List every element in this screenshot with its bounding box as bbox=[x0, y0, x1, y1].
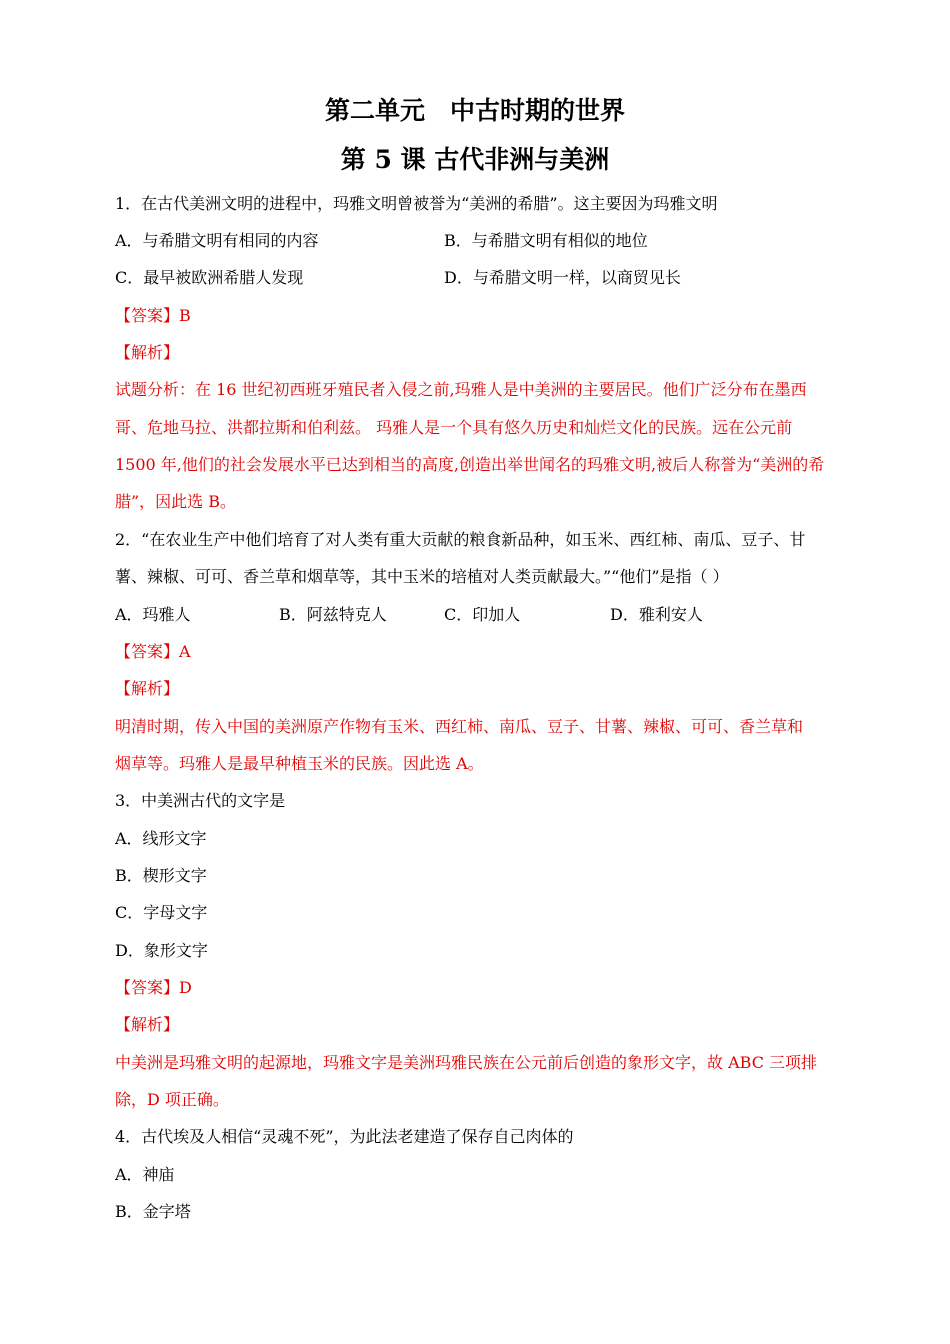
option-c: C．最早被欧洲希腊人发现 bbox=[115, 268, 304, 287]
analysis-label: 【解析】 bbox=[115, 1015, 180, 1034]
question-stem: 2．“在农业生产中他们培育了对人类有重大贡献的粮食新品种，如玉米、西红柿、南瓜、豆子、甘 bbox=[115, 530, 806, 549]
answer-label: 【答案】A bbox=[115, 642, 191, 661]
question-stem: 1．在古代美洲文明的进程中，玛雅文明曾被誉为“美洲的希腊”。这主要因为玛雅文明 bbox=[115, 194, 718, 213]
option-a: A．线形文字 bbox=[115, 829, 207, 848]
option-d: D．雅利安人 bbox=[610, 605, 703, 624]
option-d: D．与希腊文明一样，以商贸见长 bbox=[444, 268, 681, 287]
question-stem: 4．古代埃及人相信“灵魂不死”，为此法老建造了保存自己肉体的 bbox=[115, 1127, 574, 1146]
option-b: B．与希腊文明有相似的地位 bbox=[444, 231, 648, 250]
answer-label: 【答案】D bbox=[115, 978, 192, 997]
option-c: C．字母文字 bbox=[115, 903, 208, 922]
option-b: B．阿兹特克人 bbox=[279, 605, 387, 624]
option-a: A．玛雅人 bbox=[115, 605, 191, 624]
question-stem: 薯、辣椒、可可、香兰草和烟草等，其中玉米的培植对人类贡献最大。”“他们”是指（ ） bbox=[115, 567, 729, 586]
analysis-label: 【解析】 bbox=[115, 679, 180, 698]
lesson-title: 第 5 课 古代非洲与美洲 bbox=[340, 145, 610, 174]
analysis-line: 哥、危地马拉、洪都拉斯和伯利兹。 玛雅人是一个具有悠久历史和灿烂文化的民族。远在公元前 bbox=[115, 418, 793, 437]
analysis-line: 明清时期，传入中国的美洲原产作物有玉米、西红柿、南瓜、豆子、甘薯、辣椒、可可、香兰草和 bbox=[115, 717, 804, 736]
option-d: D．象形文字 bbox=[115, 941, 208, 960]
option-b: B．金字塔 bbox=[115, 1202, 191, 1221]
analysis-line: 试题分析：在 16 世纪初西班牙殖民者入侵之前,玛雅人是中美洲的主要居民。他们广泛分布在墨西 bbox=[115, 380, 807, 399]
analysis-line: 1500 年,他们的社会发展水平已达到相当的高度,创造出举世闻名的玛雅文明,被后人称誉为“美洲的希 bbox=[115, 455, 825, 474]
analysis-line: 腊”，因此选 B。 bbox=[115, 492, 237, 511]
answer-label: 【答案】B bbox=[115, 306, 191, 325]
option-a: A．与希腊文明有相同的内容 bbox=[115, 231, 319, 250]
analysis-line: 除，D 项正确。 bbox=[115, 1090, 229, 1109]
option-a: A．神庙 bbox=[115, 1165, 175, 1184]
option-c: C．印加人 bbox=[444, 605, 521, 624]
question-stem: 3．中美洲古代的文字是 bbox=[115, 791, 286, 810]
analysis-line: 中美洲是玛雅文明的起源地，玛雅文字是美洲玛雅民族在公元前后创造的象形文字，故 ABC 三项排 bbox=[115, 1053, 818, 1072]
analysis-line: 烟草等。玛雅人是最早种植玉米的民族。因此选 A。 bbox=[115, 754, 484, 773]
unit-title: 第二单元 中古时期的世界 bbox=[324, 96, 625, 125]
option-b: B．楔形文字 bbox=[115, 866, 207, 885]
analysis-label: 【解析】 bbox=[115, 343, 180, 362]
